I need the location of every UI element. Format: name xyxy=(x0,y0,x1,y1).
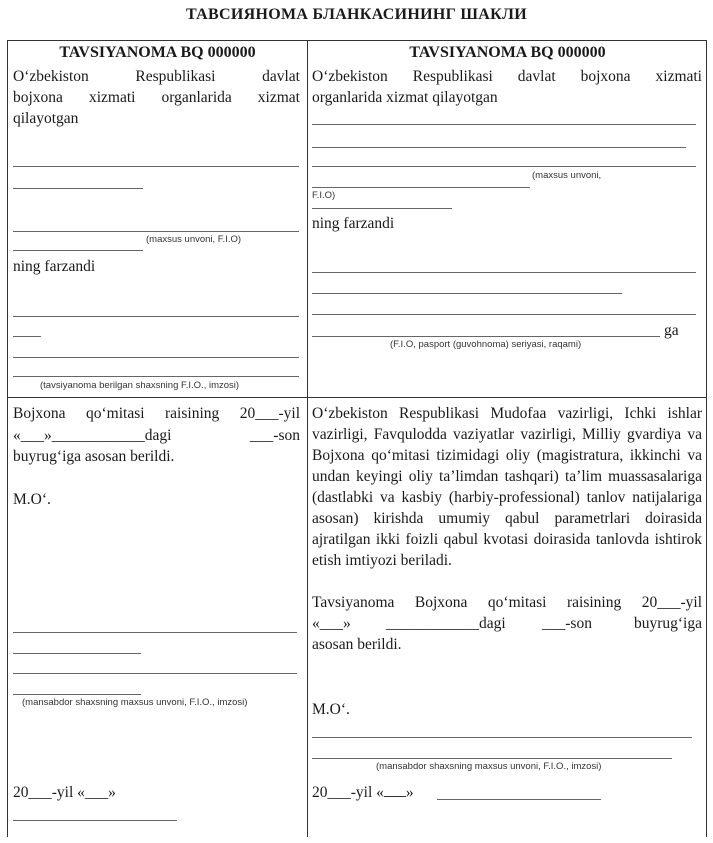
right-title: TAVSIYANOMA BQ 000000 xyxy=(409,44,606,61)
right-ga: ga xyxy=(664,322,679,339)
right-body-text: O‘zbekiston Respublikasi Mudofaa vazirligi, Ichki ishlar vazirligi, Favqulodda vaziyatlar vazirligi, Milliy gvardiya va Bojxona qo‘mitasi tizimidagi oliy (magistratura, ikkinchi va undan keyingi oliy ta’limdan tashqari) ta’lim muassasalariga (dastlabki va kasbiy (harbiy-professional) tanlov natijalariga asosan) kirishda umumiy qabul parametrlari doirasida ajratilgan ikki foizli qabul kvotasi doirasida tanlovda ishtirok etish imtiyozi beriladi. xyxy=(312,405,702,569)
right-rank-line-4[interactable] xyxy=(312,187,530,188)
left-official-caption: (mansabdor shaxsning maxsus unvoni, F.I.O., imzosi) xyxy=(22,697,248,708)
left-intro-line-3: qilayotgan xyxy=(13,110,79,127)
left-date-line[interactable] xyxy=(13,820,177,821)
right-child-of: ning farzandi xyxy=(312,215,395,232)
left-name-line-1[interactable] xyxy=(13,316,299,317)
right-date-suffix: » xyxy=(405,784,414,801)
left-rank-caption: (maxsus unvoni, F.I.O) xyxy=(146,234,242,245)
left-order-line-3: buyrug‘iga asosan berildi. xyxy=(13,448,175,465)
left-rank-line-4[interactable] xyxy=(13,250,143,251)
left-intro-line-2: bojxona xizmati organlarida xizmat xyxy=(13,89,300,106)
left-title: TAVSIYANOMA BQ 000000 xyxy=(59,44,256,61)
right-official-caption: (mansabdor shaxsning maxsus unvoni, F.I.O., imzosi) xyxy=(376,761,602,772)
left-name-line-4[interactable] xyxy=(13,376,299,377)
left-date: 20___-yil «___» xyxy=(13,784,116,801)
right-date-day-blank[interactable] xyxy=(384,782,406,797)
right-order-word: buyrug‘iga xyxy=(633,615,702,632)
left-recipient-caption: (tavsiyanoma berilgan shaxsning F.I.O., imzosi) xyxy=(40,380,240,391)
right-passport-caption: (F.I.O, pasport (guvohnoma) seriyasi, raqami) xyxy=(390,339,582,350)
right-rank-caption-1: (maxsus unvoni, xyxy=(532,170,602,181)
right-name-line-3[interactable] xyxy=(312,314,696,315)
left-official-line-3[interactable] xyxy=(13,673,297,674)
right-order-month: ____________dagi xyxy=(386,615,506,632)
right-date-prefix: 20___-yil « xyxy=(312,784,384,801)
right-intro-line-1: O‘zbekiston Respublikasi davlat bojxona xizmati xyxy=(312,68,702,85)
left-official-line-2[interactable] xyxy=(13,653,141,654)
left-order-date: «___»____________dagi xyxy=(13,427,172,444)
right-official-line-2[interactable] xyxy=(312,758,672,759)
right-order-line-3: asosan berildi. xyxy=(312,636,402,653)
left-order-line-1: Bojxona qo‘mitasi raisining 20___-yil xyxy=(13,405,300,422)
right-name-line-4[interactable] xyxy=(312,336,660,337)
right-rank-line-5[interactable] xyxy=(312,208,452,209)
right-order-day: «___» xyxy=(312,615,351,632)
right-rank-line-2[interactable] xyxy=(312,147,686,148)
left-seal: M.O‘. xyxy=(13,491,51,508)
left-official-line-4[interactable] xyxy=(13,694,141,695)
right-date-line[interactable] xyxy=(437,799,601,800)
left-intro-line-1: O‘zbekiston Respublikasi davlat xyxy=(13,68,300,85)
right-intro-line-2: organlarida xizmat qilayotgan xyxy=(312,89,498,106)
left-section-divider xyxy=(8,397,307,398)
right-rank-caption-2: F.I.O) xyxy=(312,190,336,201)
right-official-line-1[interactable] xyxy=(312,737,692,738)
right-rank-line-3[interactable] xyxy=(312,166,696,167)
right-section-divider xyxy=(307,397,707,398)
right-rank-line-1[interactable] xyxy=(312,124,696,125)
left-order-number: ___-son xyxy=(250,427,300,444)
left-rank-line-1[interactable] xyxy=(13,166,299,167)
right-name-line-1[interactable] xyxy=(312,272,696,273)
left-order-line-2 xyxy=(13,425,300,446)
right-order-number: ___-son xyxy=(542,615,592,632)
right-seal: M.O‘. xyxy=(312,701,350,718)
left-rank-line-2[interactable] xyxy=(13,188,143,189)
left-name-line-2[interactable] xyxy=(13,336,41,337)
right-order-line-1: Tavsiyanoma Bojxona qo‘mitasi raisining 20___-yil xyxy=(312,594,702,611)
right-date xyxy=(312,782,414,803)
right-name-line-2[interactable] xyxy=(312,293,622,294)
right-order-line-2 xyxy=(312,613,702,634)
left-name-line-3[interactable] xyxy=(13,357,299,358)
left-official-line-1[interactable] xyxy=(13,632,297,633)
document-heading: ТАВСИЯНОМА БЛАНКАСИНИНГ ШАКЛИ xyxy=(186,6,527,23)
column-divider xyxy=(307,40,308,837)
left-rank-line-3[interactable] xyxy=(13,231,299,232)
left-child-of: ning farzandi xyxy=(13,258,96,275)
